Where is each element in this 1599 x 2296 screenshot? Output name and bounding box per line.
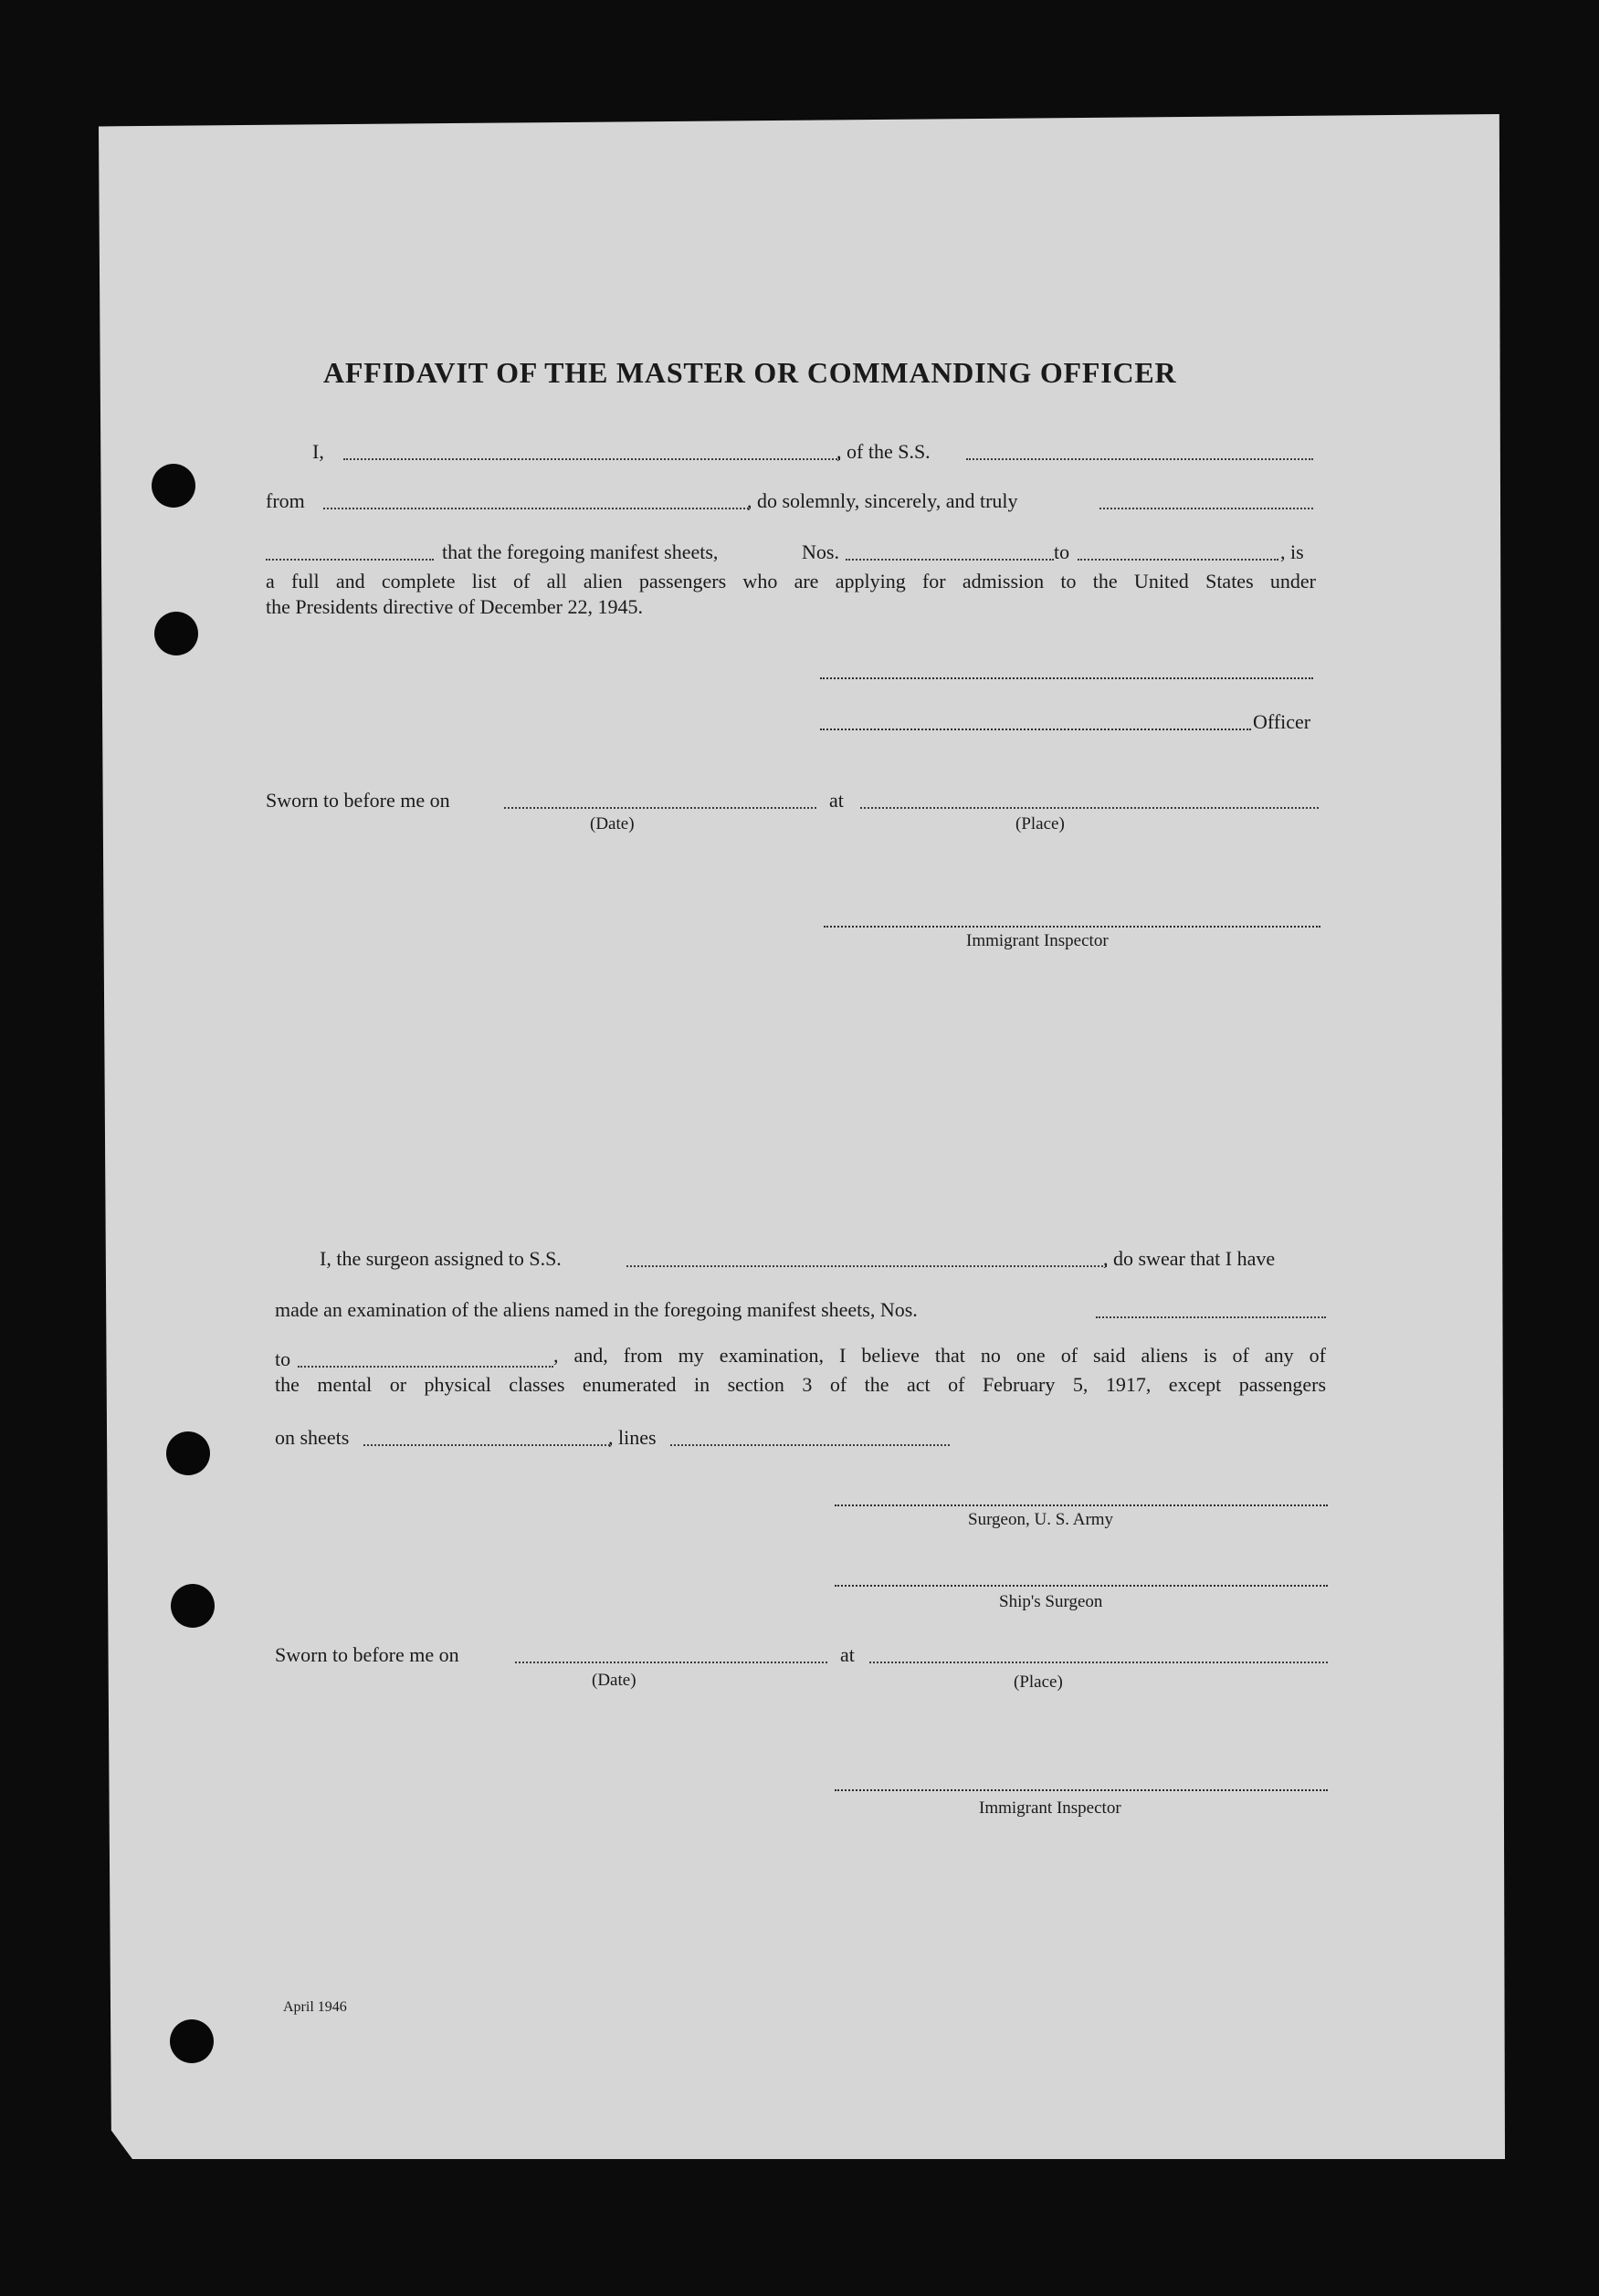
surgeon-sworn-date-field[interactable] [515,1662,827,1663]
punch-hole [170,2019,214,2063]
master-from-field[interactable] [323,508,749,509]
master-solemnly-label: , do solemnly, sincerely, and truly [747,489,1018,512]
master-sworn-label: Sworn to before me on [266,789,450,812]
officer-label: Officer [1253,710,1311,733]
officer-signature-line[interactable] [820,729,1251,730]
surgeon-swear-label: , do swear that I have [1103,1247,1276,1270]
surgeon-belief-label: , and, from my examination, I believe that no one of said aliens is of any of [553,1344,1326,1367]
punch-hole [152,464,195,508]
master-ship-field[interactable] [966,458,1313,460]
surgeon-sworn-place-field[interactable] [869,1662,1328,1663]
master-ofss-label: , of the S.S. [836,440,931,463]
master-sworn-place-field[interactable] [860,807,1319,809]
surgeon-lines-field[interactable] [670,1444,950,1446]
master-truly-field[interactable] [1099,508,1313,509]
master-from-label: from [266,489,305,512]
surgeon-nos-to-field[interactable] [298,1366,553,1368]
master-to-label: to [1054,540,1070,563]
punch-hole [166,1431,210,1475]
master-at-label: at [829,789,844,812]
surgeon-nos-from-field[interactable] [1096,1316,1326,1318]
master-nos-label: Nos. [802,540,839,563]
punch-hole [154,612,198,655]
master-oath-field[interactable] [266,559,434,561]
surgeon-intro-label: I, the surgeon assigned to S.S. [320,1247,562,1270]
document-sheet [99,114,1505,2159]
master-signature-line[interactable] [820,677,1313,679]
master-nos-to-field[interactable] [1078,559,1278,561]
army-surgeon-label: Surgeon, U. S. Army [968,1510,1114,1529]
surgeon-ship-field[interactable] [626,1265,1107,1267]
form-date: April 1946 [283,1999,347,2015]
ship-surgeon-signature-line[interactable] [835,1585,1328,1587]
surgeon-inspector-signature-line[interactable] [835,1789,1328,1791]
surgeon-classes-label: the mental or physical classes enumerated in section 3 of the act of February 5, 1917, except passengers [275,1373,1326,1396]
master-that-label: that the foregoing manifest sheets, [442,540,719,563]
surgeon-sheets-field[interactable] [363,1444,610,1446]
punch-hole [171,1584,215,1628]
master-date-caption: (Date) [590,814,635,833]
army-surgeon-signature-line[interactable] [835,1504,1328,1506]
surgeon-inspector-label: Immigrant Inspector [979,1798,1121,1818]
surgeon-date-caption: (Date) [592,1671,636,1690]
master-is-label: , is [1280,540,1304,563]
master-paragraph-line2: the Presidents directive of December 22, 1945. [266,595,643,618]
page-title: AFFIDAVIT OF THE MASTER OR COMMANDING OFFICER [323,356,1177,389]
surgeon-to-label: to [275,1347,291,1370]
ship-surgeon-label: Ship's Surgeon [999,1592,1103,1611]
surgeon-sworn-label: Sworn to before me on [275,1643,459,1666]
surgeon-lines-label: , lines [608,1426,657,1449]
surgeon-examination-label: made an examination of the aliens named in the foregoing manifest sheets, Nos. [275,1298,918,1321]
master-inspector-label: Immigrant Inspector [966,931,1109,950]
master-nos-from-field[interactable] [846,559,1054,561]
surgeon-sheets-label: on sheets [275,1426,350,1449]
master-sworn-date-field[interactable] [504,807,816,809]
master-inspector-signature-line[interactable] [824,926,1320,928]
master-i-label: I, [312,440,324,463]
surgeon-at-label: at [840,1643,855,1666]
master-place-caption: (Place) [1015,814,1065,833]
surgeon-place-caption: (Place) [1014,1672,1063,1692]
master-name-field[interactable] [343,458,840,460]
master-paragraph-line1: a full and complete list of all alien passengers who are applying for admission to the United States under [266,570,1316,592]
